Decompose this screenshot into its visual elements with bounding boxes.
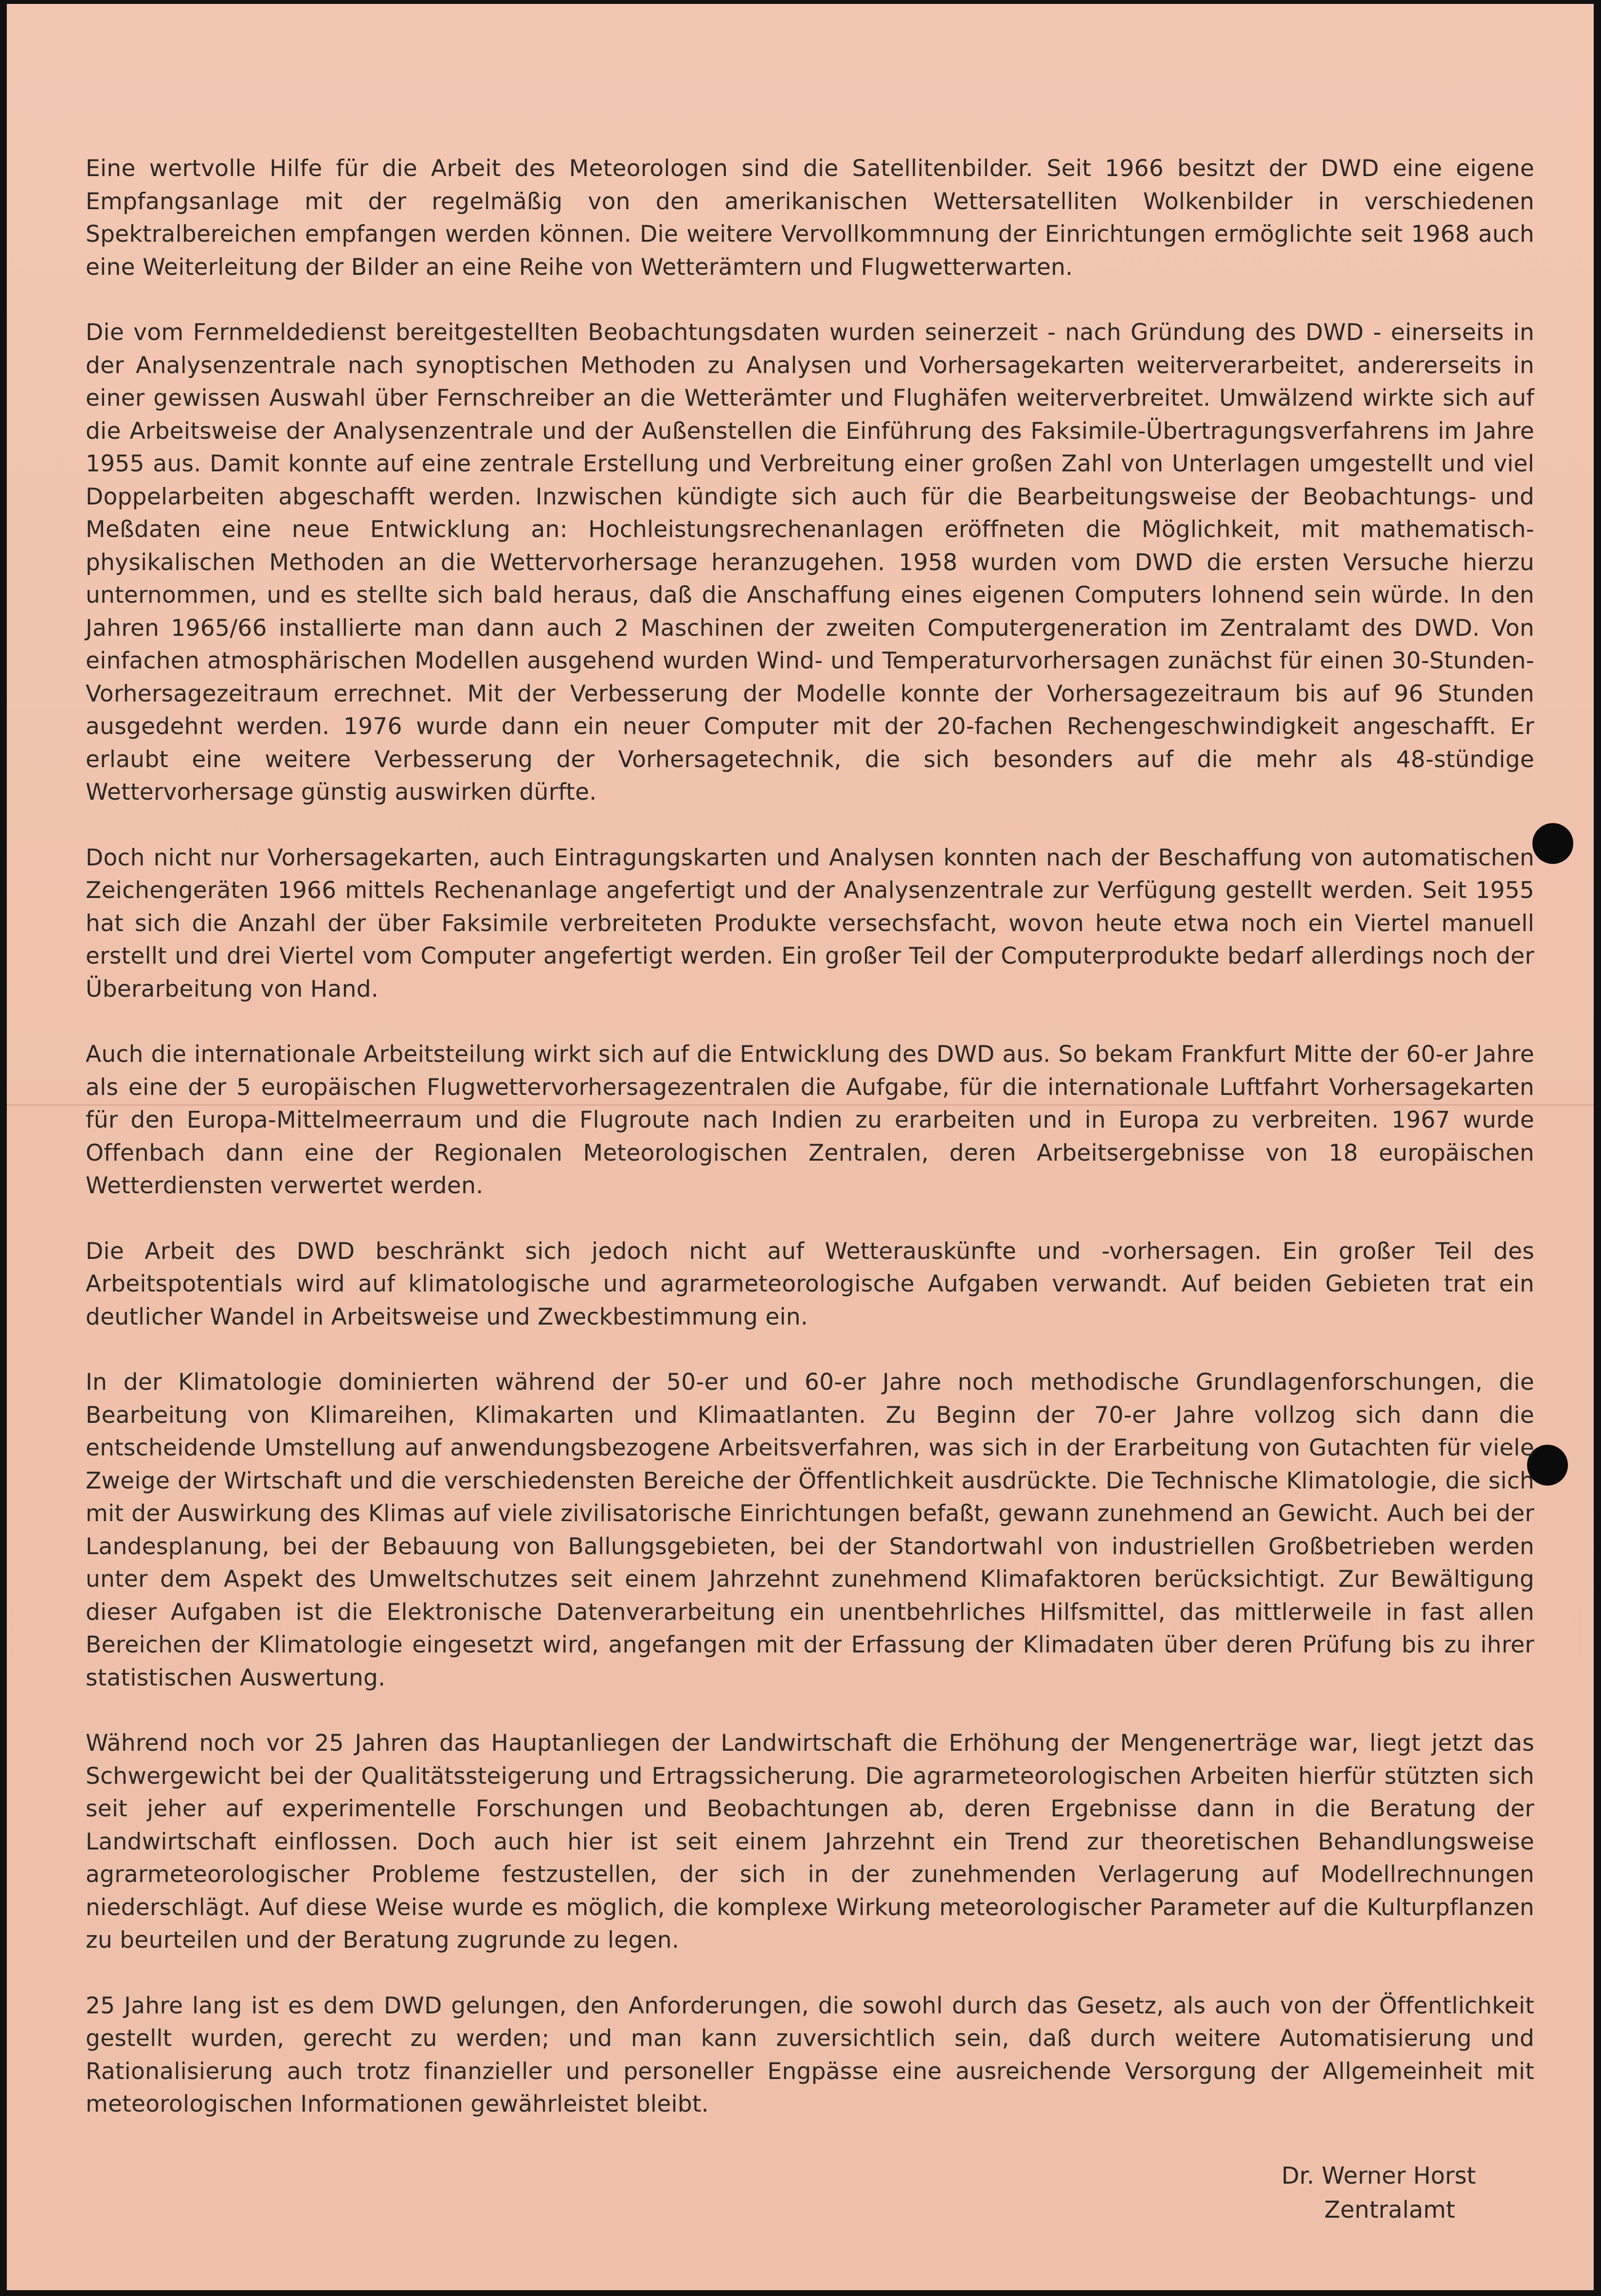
paragraph-beobachtungsdaten: Die vom Fernmeldedienst bereitgestellten Beobachtungsdaten wurden seinerzeit - nach Gründung des DWD - einerseits in der Analysenzentrale nach synoptischen Methoden zu Analysen und Vorhersagekarten weiterverarbeitet, andererseits in einer gewissen Auswahl über Fernschreiber an die Wetterämter und Flughäfen weiterverbreitet. Umwälzend wirkte sich auf die Arbeitsweise der Analysenzentrale und der Außenstellen die Einführung des Faksimile-Übertragungsverfahrens im Jahre 1955 aus. Damit konnte auf eine zentrale Erstellung und Verbreitung einer großen Zahl von Unterlagen umgestellt und viel Doppelarbeiten abgeschafft werden. Inzwischen kündigte sich auch für die Bearbeitungsweise der Beobachtungs- und Meßdaten eine neue Entwicklung an: Hochleistungsrechenanlagen eröffneten die Möglichkeit, mit mathematisch-physikalischen Methoden an die Wettervorhersage heranzugehen. 1958 wurden vom DWD die ersten Versuche hierzu unternommen, und es stellte sich bald heraus, daß die Anschaffung eines eigenen Computers lohnend sein würde. In den Jahren 1965/66 installierte man dann auch 2 Maschinen der zweiten Computergeneration im Zentralamt des DWD. Von einfachen atmosphärischen Modellen ausgehend wurden Wind- und Temperaturvorhersagen zunächst für einen 30-Stunden-Vorhersagezeitraum errechnet. Mit der Verbesserung der Modelle konnte der Vorhersagezeitraum bis auf 96 Stunden ausgedehnt werden. 1976 wurde dann ein neuer Computer mit der 20-fachen Rechengeschwindigkeit angeschafft. Er erlaubt eine weitere Verbesserung der Vorhersagetechnik, die sich besonders auf die mehr als 48-stündige Wettervorhersage günstig auswirken dürfte. bbox=[86, 319, 1534, 806]
document-page bbox=[7, 4, 1594, 2290]
author-name: Dr. Werner Horst bbox=[1281, 2162, 1476, 2189]
paragraph-landwirtschaft: Während noch vor 25 Jahren das Hauptanliegen der Landwirtschaft die Erhöhung der Mengenerträge war, liegt jetzt das Schwergewicht bei der Qualitätssteigerung und Ertragssicherung. Die agrarmeteorologischen Arbeiten hierfür stützten sich seit jeher auf experimentelle Forschungen und Beobachtungen ab, deren Ergebnisse dann in die Beratung der Landwirtschaft einflossen. Doch auch hier ist seit einem Jahrzehnt ein Trend zur theoretischen Behandlungsweise agrarmeteorologischer Probleme festzustellen, der sich in der zunehmenden Verlagerung auf Modellrechnungen niederschlägt. Auf diese Weise wurde es möglich, die komplexe Wirkung meteorologischer Parameter auf die Kulturpflanzen zu beurteilen und der Beratung zugrunde zu legen. bbox=[86, 1730, 1534, 1954]
paragraph-arbeitsteilung: Auch die internationale Arbeitsteilung wirkt sich auf die Entwicklung des DWD aus. So bekam Frankfurt Mitte der 60-er Jahre als eine der 5 europäischen Flugwettervorhersagezentralen die Aufgabe, für die internationale Luftfahrt Vorhersagekarten für den Europa-Mittelmeerraum und die Flugroute nach Indien zu erarbeiten und in Europa zu verbreiten. 1967 wurde Offenbach dann eine der Regionalen Meteorologischen Zentralen, deren Arbeitsergebnisse von 18 europäischen Wetterdiensten verwertet werden. bbox=[86, 1041, 1534, 1199]
author-department: Zentralamt bbox=[1324, 2196, 1456, 2224]
body-text bbox=[86, 152, 1534, 2153]
paragraph-satellitenbilder: Eine wertvolle Hilfe für die Arbeit des Meteorologen sind die Satellitenbilder. Seit 1966 besitzt der DWD eine eigene Empfangsanlage mit der regelmäßig von den amerikanischen Wettersatelliten Wolkenbilder in verschiedenen Spektralbereichen empfangen werden können. Die weitere Vervollkommnung der Einrichtungen ermöglichte seit 1968 auch eine Weiterleitung der Bilder an eine Reihe von Wetterämtern und Flugwetterwarten. bbox=[86, 155, 1534, 281]
punch-hole-icon bbox=[1532, 823, 1573, 864]
paragraph-klimatologie: In der Klimatologie dominierten während der 50-er und 60-er Jahre noch methodische Grundlagenforschungen, die Bearbeitung von Klimareihen, Klimakarten und Klimaatlanten. Zu Beginn der 70-er Jahre vollzog sich dann die entscheidende Umstellung auf anwendungsbezogene Arbeitsverfahren, was sich in der Erarbeitung von Gutachten für viele Zweige der Wirtschaft und die verschiedensten Bereiche der Öffentlichkeit ausdrückte. Die Technische Klimatologie, die sich mit der Auswirkung des Klimas auf viele zivilisatorische Einrichtungen befaßt, gewann zunehmend an Gewicht. Auch bei der Landesplanung, bei der Bebauung von Ballungsgebieten, bei der Standortwahl von industriellen Großbetrieben werden unter dem Aspekt des Umweltschutzes seit einem Jahrzehnt zunehmend Klimafaktoren berücksichtigt. Zur Bewältigung dieser Aufgaben ist die Elektronische Datenverarbeitung ein unentbehrliches Hilfsmittel, das mittlerweile in fast allen Bereichen der Klimatologie eingesetzt wird, angefangen mit der Erfassung der Klimadaten über deren Prüfung bis zu ihrer statistischen Auswertung. bbox=[86, 1369, 1534, 1691]
paragraph-arbeit-des-dwd: Die Arbeit des DWD beschränkt sich jedoch nicht auf Wetterauskünfte und -vorhersagen. Ein großer Teil des Arbeitspotentials wird auf klimatologische und agrarmeteorologische Aufgaben verwandt. Auf beiden Gebieten trat ein deutlicher Wandel in Arbeitsweise und Zweckbestimmung ein. bbox=[86, 1238, 1534, 1330]
signature-block bbox=[1281, 2159, 1476, 2227]
paragraph-zeichengeraete: Doch nicht nur Vorhersagekarten, auch Eintragungskarten und Analysen konnten nach der Beschaffung von automatischen Zeichengeräten 1966 mittels Rechenanlage angefertigt und der Analysenzentrale zur Verfügung gestellt werden. Seit 1955 hat sich die Anzahl der über Faksimile verbreiteten Produkte versechsfacht, wovon heute etwa noch ein Viertel manuell erstellt und drei Viertel vom Computer angefertigt werden. Ein großer Teil der Computerprodukte bedarf allerdings noch der Überarbeitung von Hand. bbox=[86, 844, 1534, 1003]
paragraph-fazit: 25 Jahre lang ist es dem DWD gelungen, den Anforderungen, die sowohl durch das Gesetz, als auch von der Öffentlichkeit gestellt wurden, gerecht zu werden; und man kann zuversichtlich sein, daß durch weitere Automatisierung und Rationalisierung auch trotz finanzieller und personeller Engpässe eine ausreichende Versorgung der Allgemeinheit mit meteorologischen Informationen gewährleistet bleibt. bbox=[86, 1992, 1534, 2117]
